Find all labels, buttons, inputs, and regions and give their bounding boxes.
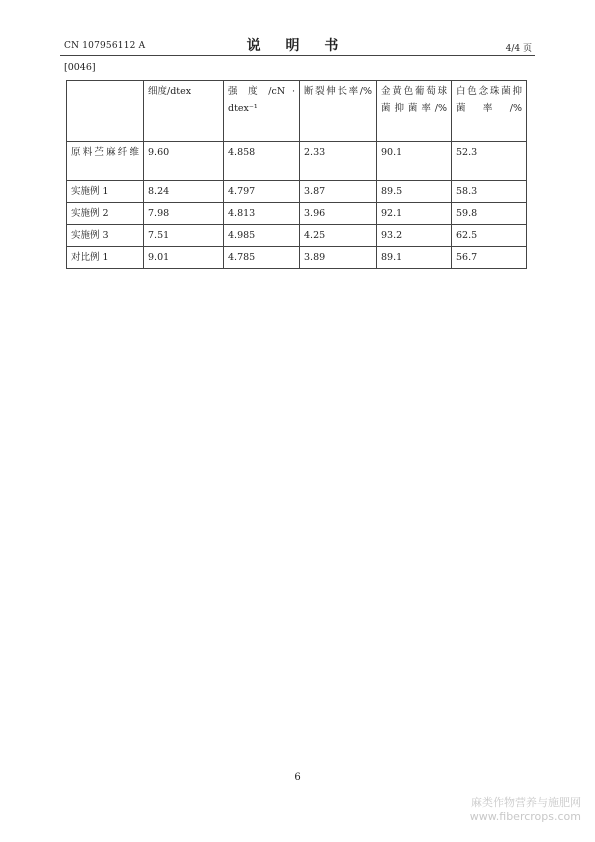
table-header-cell: 细度/dtex	[144, 81, 224, 142]
table-cell: 59.8	[452, 203, 527, 225]
table-cell: 4.25	[300, 225, 377, 247]
table-cell: 89.1	[377, 247, 452, 269]
results-table	[66, 80, 527, 269]
table-cell: 4.985	[224, 225, 300, 247]
table-cell: 7.98	[144, 203, 224, 225]
table-cell: 9.01	[144, 247, 224, 269]
table-header-cell: 白色念珠菌抑菌率/%	[452, 81, 527, 142]
table-cell: 92.1	[377, 203, 452, 225]
table-row	[67, 247, 527, 269]
table-row	[67, 203, 527, 225]
table-cell: 93.2	[377, 225, 452, 247]
paragraph-number: [0046]	[64, 62, 96, 73]
watermark-line: 麻类作物营养与施肥网	[471, 796, 581, 809]
table-cell: 实施例 3	[67, 225, 144, 247]
table-cell: 4.813	[224, 203, 300, 225]
site-watermark	[470, 796, 581, 824]
table-cell: 89.5	[377, 181, 452, 203]
table-cell: 3.87	[300, 181, 377, 203]
table-cell: 3.89	[300, 247, 377, 269]
table-cell: 4.858	[224, 142, 300, 181]
table-cell: 56.7	[452, 247, 527, 269]
document-title: 说 明 书	[246, 38, 349, 54]
table-cell: 实施例 1	[67, 181, 144, 203]
watermark-url: www.fibercrops.com	[469, 810, 581, 823]
table-cell: 90.1	[377, 142, 452, 181]
table-header-cell	[67, 81, 144, 142]
table-cell: 原料苎麻纤维	[67, 142, 144, 181]
table-cell: 7.51	[144, 225, 224, 247]
table-cell: 实施例 2	[67, 203, 144, 225]
patent-number: CN 107956112 A	[64, 41, 146, 51]
table-header-cell: 断裂伸长率/%	[300, 81, 377, 142]
table-cell: 2.33	[300, 142, 377, 181]
table-cell: 3.96	[300, 203, 377, 225]
table-row	[67, 142, 527, 181]
table-cell: 58.3	[452, 181, 527, 203]
page-label: 4/4 页	[505, 44, 532, 54]
table-header-cell: 强 度 /cN · dtex⁻¹	[224, 81, 300, 142]
table-cell: 4.785	[224, 247, 300, 269]
table-cell: 8.24	[144, 181, 224, 203]
table-cell: 52.3	[452, 142, 527, 181]
table-cell: 62.5	[452, 225, 527, 247]
page-number: 6	[294, 772, 301, 783]
table-header-cell: 金黄色葡萄球菌抑菌率/%	[377, 81, 452, 142]
table-row	[67, 225, 527, 247]
table-header-row	[67, 81, 527, 142]
table-cell: 4.797	[224, 181, 300, 203]
table-row	[67, 181, 527, 203]
header-divider	[60, 55, 535, 56]
table-cell: 9.60	[144, 142, 224, 181]
table-cell: 对比例 1	[67, 247, 144, 269]
